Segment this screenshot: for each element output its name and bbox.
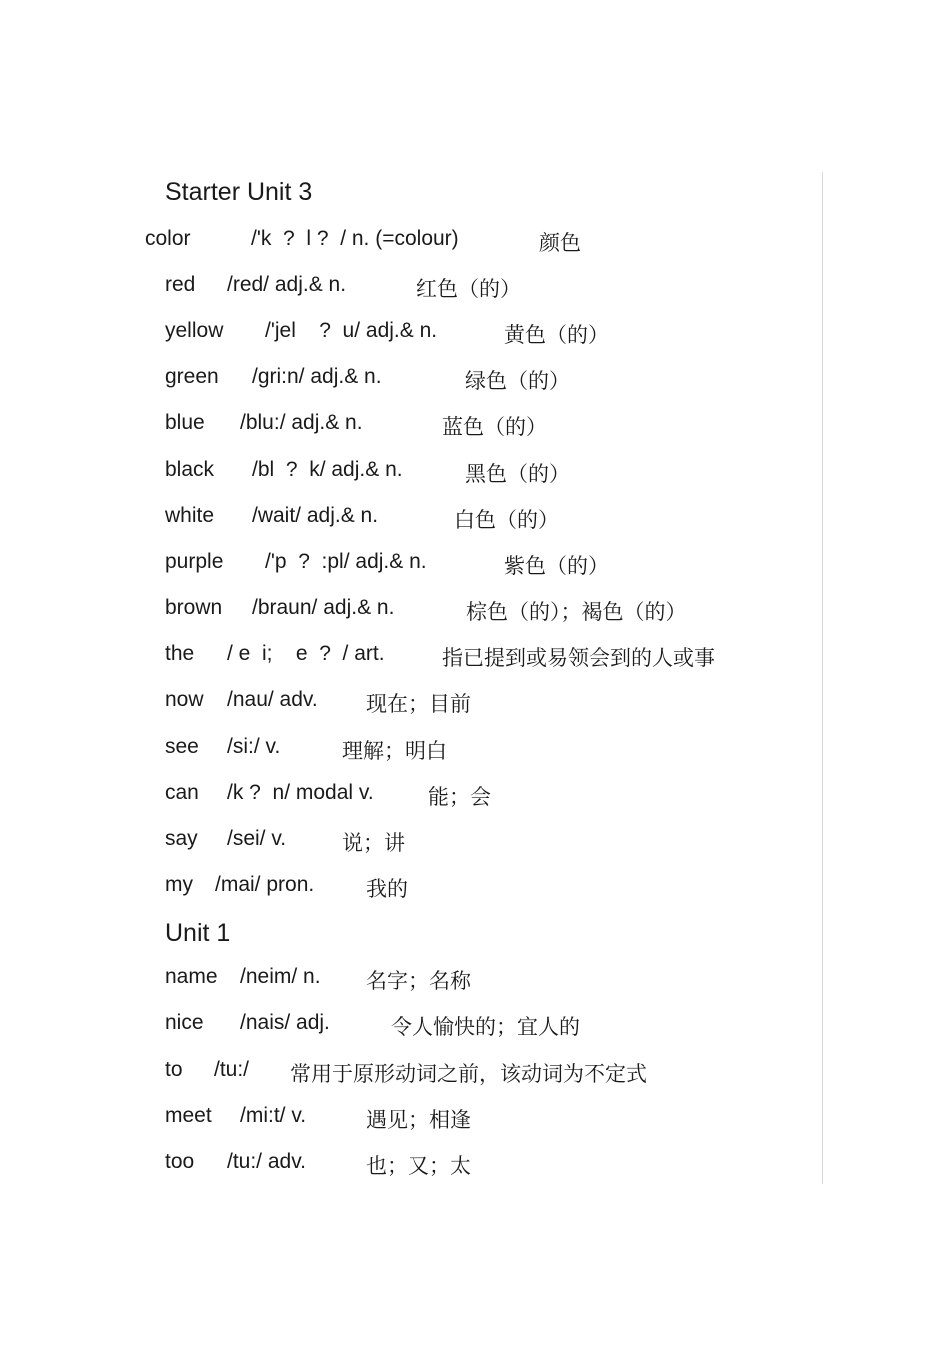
entry-meaning: 黄色（的） — [504, 323, 609, 347]
entry-word: now — [165, 688, 204, 711]
entry-meaning: 紫色（的） — [504, 554, 609, 578]
entry-phonetic: /red/ adj.& n. — [227, 273, 347, 296]
entry-phonetic: /sei/ v. — [227, 827, 287, 850]
entry-phonetic: /'p ? :pl/ adj.& n. — [265, 550, 427, 573]
entry-phonetic: /bl ? k/ adj.& n. — [252, 458, 403, 481]
entry-phonetic: /mi:t/ v. — [240, 1104, 307, 1127]
entry-meaning: 指已提到或易领会到的人或事 — [442, 646, 715, 670]
entry-word: blue — [165, 411, 205, 434]
entry-phonetic: /nais/ adj. — [240, 1011, 330, 1034]
entry-meaning: 我的 — [366, 877, 408, 901]
entry-meaning: 绿色（的） — [465, 369, 570, 393]
entry-word: white — [165, 504, 215, 527]
entry-meaning: 红色（的） — [416, 277, 521, 301]
entry-meaning: 白色（的） — [454, 508, 559, 532]
entry-phonetic: /'jel ? u/ adj.& n. — [265, 319, 438, 342]
entry-phonetic: /tu:/ — [214, 1058, 250, 1081]
entry-word: too — [165, 1150, 195, 1173]
entry-meaning: 说；讲 — [342, 831, 405, 855]
entry-word: see — [165, 735, 199, 758]
entry-phonetic: /blu:/ adj.& n. — [240, 411, 363, 434]
entry-phonetic: /mai/ pron. — [215, 873, 315, 896]
entry-word: nice — [165, 1011, 204, 1034]
entry-word: say — [165, 827, 198, 850]
entry-word: name — [165, 965, 218, 988]
entry-phonetic: /wait/ adj.& n. — [252, 504, 379, 527]
entry-meaning: 能；会 — [428, 785, 491, 809]
entry-word: to — [165, 1058, 183, 1081]
entry-phonetic: /gri:n/ adj.& n. — [252, 365, 382, 388]
entry-meaning: 棕色（的）；褐色（的） — [466, 600, 687, 624]
entry-phonetic: /nau/ adv. — [227, 688, 318, 711]
entry-phonetic: /k ? n/ modal v. — [227, 781, 374, 804]
section-title: Unit 1 — [165, 919, 231, 947]
entry-word: black — [165, 458, 215, 481]
entry-word: the — [165, 642, 195, 665]
entry-meaning: 常用于原形动词之前，该动词为不定式 — [290, 1062, 647, 1086]
entry-word: color — [145, 227, 191, 250]
entry-word: red — [165, 273, 196, 296]
entry-phonetic: / e i; e ? / art. — [227, 642, 385, 665]
entry-phonetic: /tu:/ adv. — [227, 1150, 306, 1173]
entry-word: purple — [165, 550, 224, 573]
entry-meaning: 也；又；太 — [366, 1154, 471, 1178]
entry-word: meet — [165, 1104, 212, 1127]
entry-phonetic: /braun/ adj.& n. — [252, 596, 395, 619]
entry-meaning: 颜色 — [539, 231, 581, 255]
entry-meaning: 名字；名称 — [366, 969, 471, 993]
entry-phonetic: /'k ? l ? / n. (=colour) — [251, 227, 459, 250]
section-title: Starter Unit 3 — [165, 178, 313, 206]
entry-word: green — [165, 365, 219, 388]
entry-word: my — [165, 873, 193, 896]
entry-meaning: 令人愉快的；宜人的 — [391, 1015, 580, 1039]
entry-phonetic: /si:/ v. — [227, 735, 281, 758]
entry-phonetic: /neim/ n. — [240, 965, 321, 988]
entry-word: yellow — [165, 319, 224, 342]
entry-word: can — [165, 781, 199, 804]
entry-meaning: 蓝色（的） — [442, 415, 547, 439]
entry-meaning: 遇见；相逢 — [366, 1108, 471, 1132]
page-margin-rule — [822, 172, 823, 1184]
entry-meaning: 现在；目前 — [366, 692, 471, 716]
entry-meaning: 黑色（的） — [465, 462, 570, 486]
entry-meaning: 理解；明白 — [342, 739, 447, 763]
entry-word: brown — [165, 596, 223, 619]
